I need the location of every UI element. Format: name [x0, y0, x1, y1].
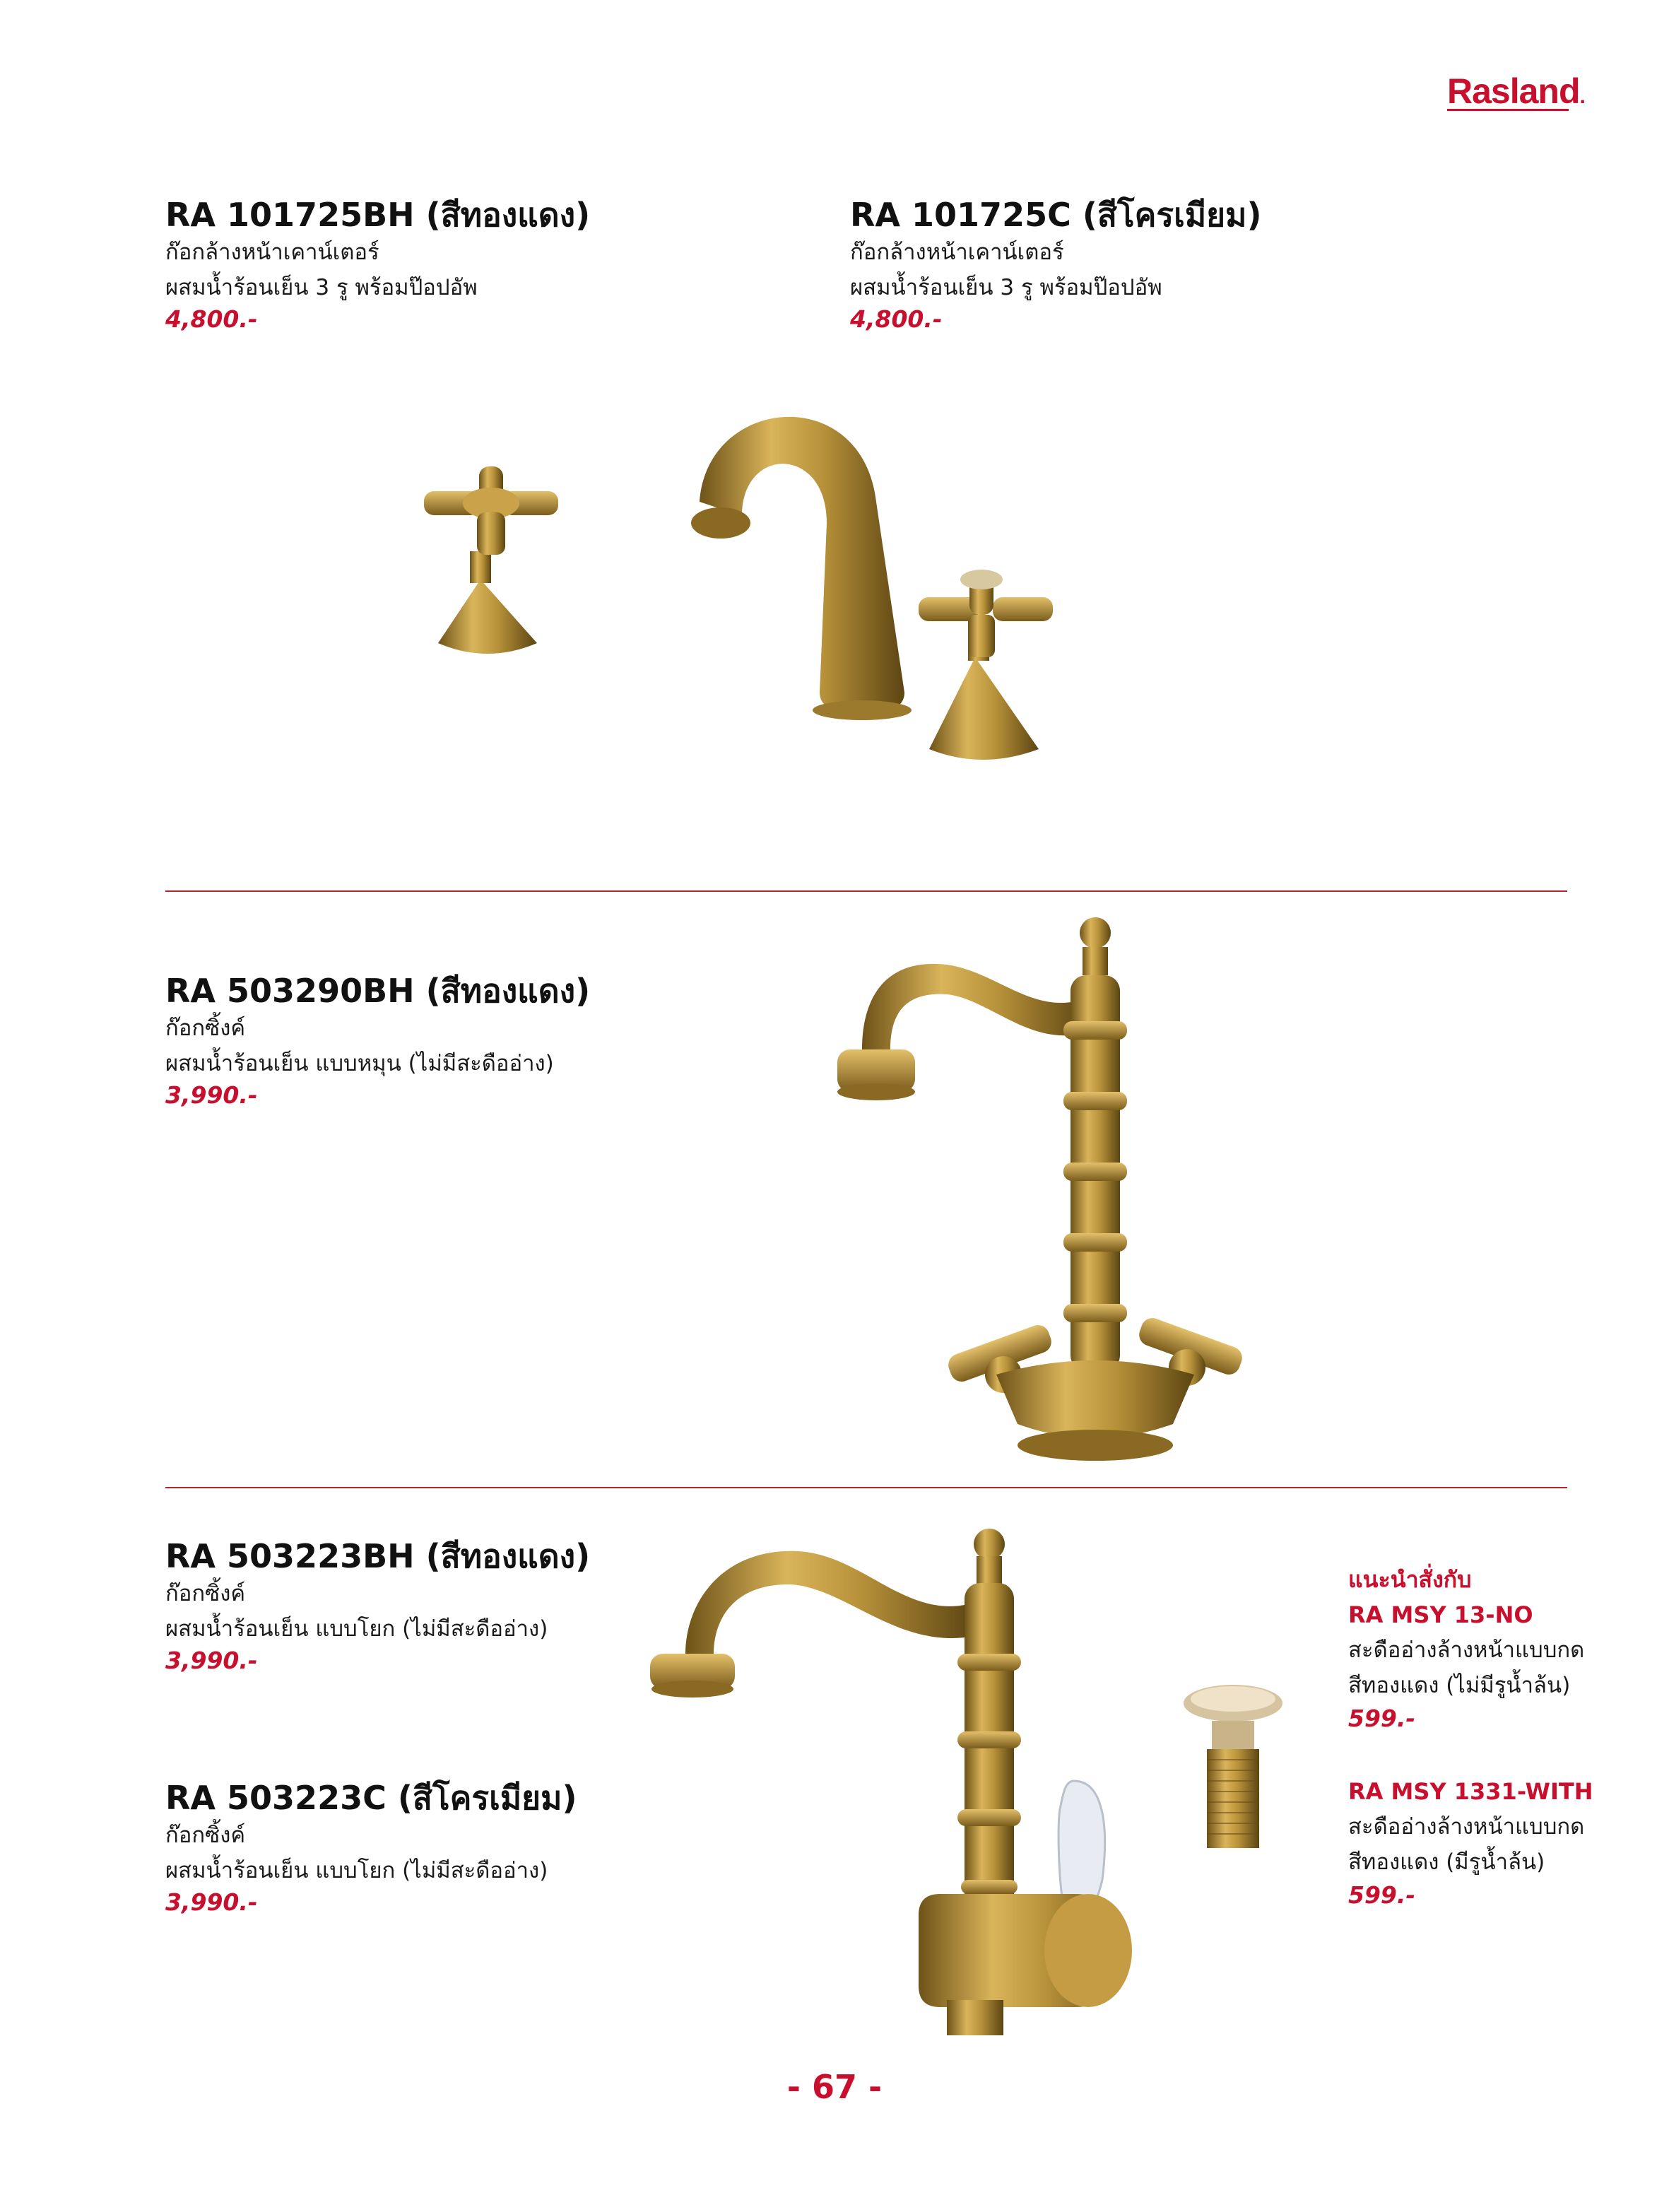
product-description-line: ก๊อกซิ้งค์ [165, 1823, 246, 1848]
product-description-line: ผสมน้ำร้อนเย็น แบบโยก (ไม่มีสะดืออ่าง) [165, 1858, 548, 1883]
product-price: 4,800.- [165, 305, 258, 333]
product-description-line: ก๊อกล้างหน้าเคาน์เตอร์ [850, 240, 1064, 265]
product-title: RA 503223C (สีโครเมียม) [165, 1779, 577, 1817]
product-price: 3,990.- [165, 1081, 258, 1109]
product-description-line: ก๊อกล้างหน้าเคาน์เตอร์ [165, 240, 379, 265]
section-divider [165, 1487, 1567, 1488]
sink-faucet-two-handle-image [820, 908, 1286, 1473]
product-title: RA 101725C (สีโครเมียม) [850, 196, 1262, 234]
recommend-item-line: สีทองแดง (ไม่มีรูน้ำล้น) [1348, 1673, 1571, 1698]
product-title: RA 503223BH (สีทองแดง) [165, 1537, 591, 1575]
recommend-item-price: 599.- [1348, 1881, 1416, 1909]
product-description-line: ก๊อกซิ้งค์ [165, 1016, 246, 1041]
product-title: RA 101725BH (สีทองแดง) [165, 196, 591, 234]
faucet-3-hole-image [410, 382, 1201, 777]
brand-logo-text: Rasland [1447, 71, 1580, 111]
recommend-heading: แนะนำสั่งกับ [1348, 1566, 1472, 1593]
product-description-line: ผสมน้ำร้อนเย็น 3 รู พร้อมป๊อปอัพ [165, 275, 478, 300]
recommend-item-code: RA MSY 1331-WITH [1348, 1778, 1593, 1805]
product-description-line: ผสมน้ำร้อนเย็น แบบหมุน (ไม่มีสะดืออ่าง) [165, 1051, 554, 1076]
recommend-item-line: สะดืออ่างล้างหน้าแบบกด [1348, 1637, 1585, 1663]
recommend-item-price: 599.- [1348, 1705, 1416, 1732]
recommend-item-line: สะดืออ่างล้างหน้าแบบกด [1348, 1814, 1585, 1840]
product-title: RA 503290BH (สีทองแดง) [165, 972, 591, 1010]
product-description-line: ผสมน้ำร้อนเย็น แบบโยก (ไม่มีสะดืออ่าง) [165, 1616, 548, 1642]
product-description-line: ผสมน้ำร้อนเย็น 3 รู พร้อมป๊อปอัพ [850, 275, 1162, 300]
brand-logo: Rasland. [1447, 71, 1585, 111]
popup-drain-image [1180, 1682, 1286, 1852]
page-number: - 67 - [786, 2068, 883, 2106]
sink-faucet-single-lever-image [636, 1512, 1145, 2035]
product-price: 3,990.- [165, 1647, 258, 1674]
product-description-line: ก๊อกซิ้งค์ [165, 1581, 246, 1606]
recommend-item-line: สีทองแดง (มีรูน้ำล้น) [1348, 1849, 1545, 1875]
recommend-item-code: RA MSY 13-NO [1348, 1601, 1533, 1628]
section-divider [165, 890, 1567, 892]
product-price: 4,800.- [850, 305, 943, 333]
product-price: 3,990.- [165, 1888, 258, 1916]
